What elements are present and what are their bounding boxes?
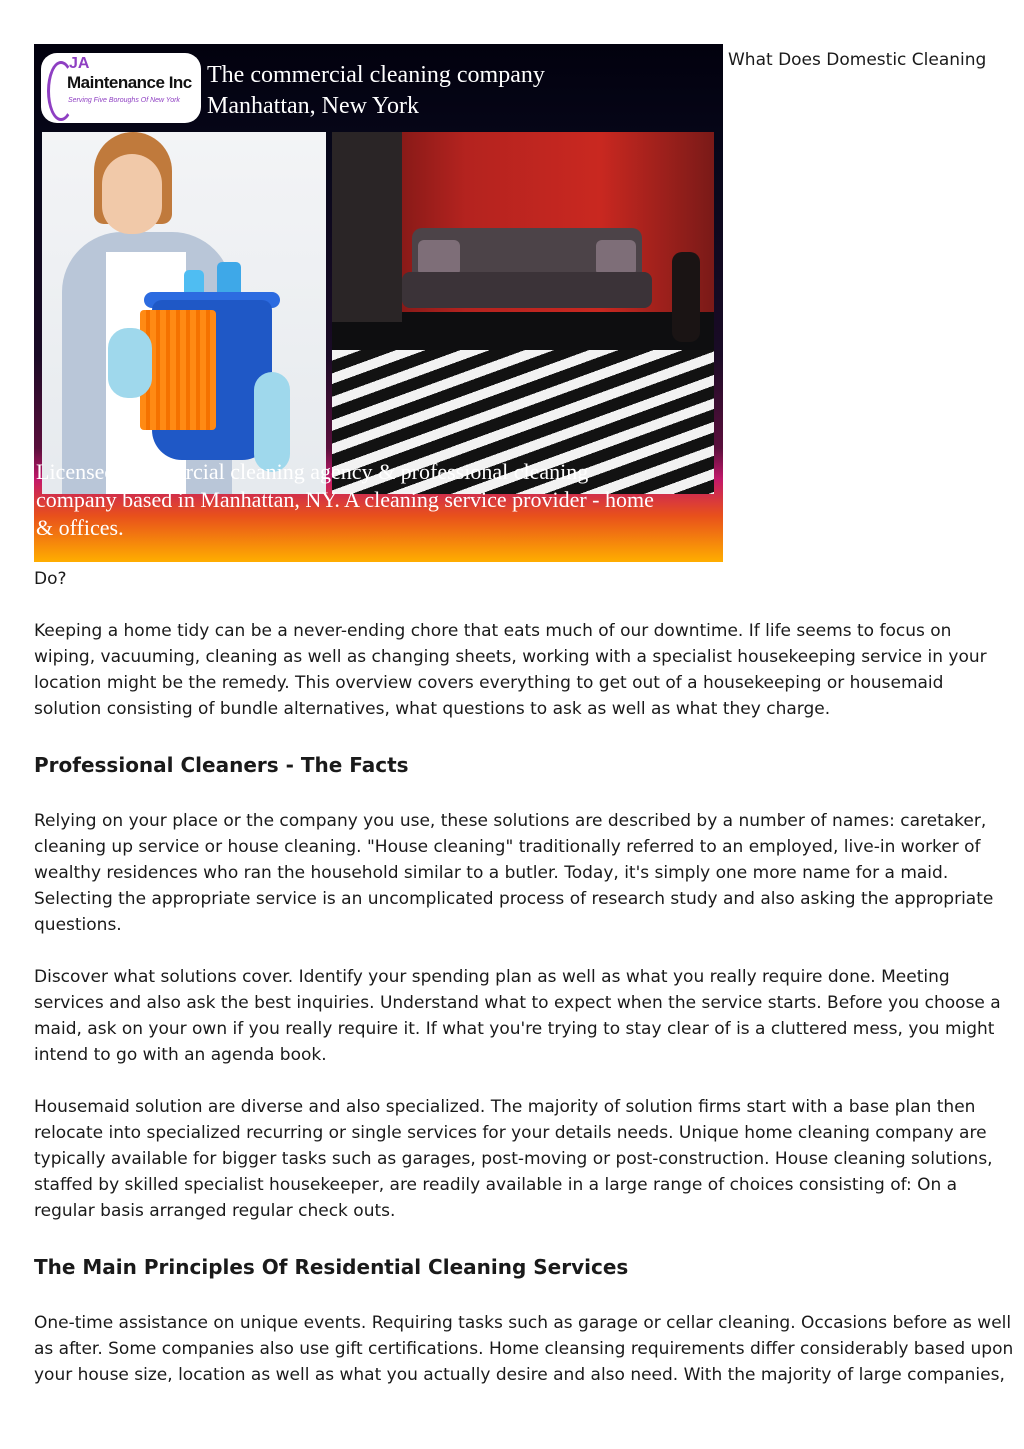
text-line: Discover what solutions cover. Identify your spending plan as well as what you really require done. Meeting: [34, 967, 950, 987]
hero-banner-image: [34, 44, 723, 562]
banner-caption-line: company based in Manhattan, NY. A cleaning service provider - home: [36, 487, 654, 512]
banner-caption-line: & offices.: [36, 515, 124, 540]
banner-title-line: The commercial cleaning company: [207, 62, 545, 88]
text-line: One-time assistance on unique events. Requiring tasks such as garage or cellar cleaning. Occasions before as well: [34, 1313, 1012, 1333]
text-line: typically available for bigger tasks such as garages, post-moving or post-construction. House cleaning solutions,: [34, 1149, 993, 1169]
text-line: as after. Some companies also use gift certifications. Home cleansing requirements differ considerably based upon: [34, 1339, 1014, 1359]
paragraph: [34, 1094, 994, 1224]
company-logo: [41, 53, 201, 123]
paragraph: [34, 618, 994, 722]
text-line: wealthy residences who ran the household similar to a butler. Today, it's simply one more name for a maid.: [34, 863, 949, 883]
text-line: maid, ask on your own if you really require it. If what you're trying to stay clear of is a cluttered mess, you might: [34, 1019, 995, 1039]
text-line: services and also ask the best inquiries. Understand what to expect when the service starts. Before you choose a: [34, 993, 1001, 1013]
section-heading: The Main Principles Of Residential Cleaning Services: [34, 1255, 629, 1279]
text-line: Relying on your place or the company you use, these solutions are described by a number of names: caretaker,: [34, 811, 987, 831]
logo-name: Maintenance Inc: [67, 73, 192, 92]
article-title-part2: Do?: [34, 569, 67, 589]
paragraph: [34, 808, 994, 938]
banner-title: [207, 60, 545, 122]
text-line: intend to go with an agenda book.: [34, 1045, 327, 1065]
text-line: relocate into specialized recurring or single services for your details needs. Unique home cleaning company are: [34, 1123, 987, 1143]
article-body: [34, 562, 1014, 1388]
banner-caption: [36, 458, 723, 542]
logo-tagline: Serving Five Boroughs Of New York: [68, 97, 180, 104]
text-line: cleaning up service or house cleaning. "House cleaning" traditionally referred to an employed, live-in worker of: [34, 837, 981, 857]
text-line: Keeping a home tidy can be a never-ending chore that eats much of our downtime. If life seems to focus on: [34, 621, 952, 641]
text-line: Housemaid solution are diverse and also specialized. The majority of solution firms start with a base plan then: [34, 1097, 976, 1117]
text-line: Selecting the appropriate service is an uncomplicated process of research study and also asking the appropriate: [34, 889, 994, 909]
text-line: regular basis arranged regular check outs.: [34, 1201, 396, 1221]
paragraph: [34, 1310, 1014, 1388]
logo-initials: JA: [69, 55, 90, 72]
banner-caption-line: Licensed commercial cleaning agency & professional cleaning: [36, 459, 589, 484]
text-line: location might be the remedy. This overview covers everything to get out of a housekeeping or housemaid: [34, 673, 944, 693]
living-room-photo: [332, 132, 714, 494]
text-line: wiping, vacuuming, cleaning as well as changing sheets, working with a specialist housekeeping service in your: [34, 647, 987, 667]
text-line: solution consisting of bundle alternatives, what questions to ask as well as what they charge.: [34, 699, 831, 719]
article-title-part1: What Does Domestic Cleaning: [728, 50, 987, 70]
maid-photo: [42, 132, 326, 494]
text-line: questions.: [34, 915, 122, 935]
section-heading: Professional Cleaners - The Facts: [34, 753, 409, 777]
text-line: your house size, location as well as what you actually desire and also need. With the majority of large companies,: [34, 1365, 1005, 1385]
banner-title-line: Manhattan, New York: [207, 93, 419, 119]
paragraph: [34, 964, 1001, 1068]
text-line: staffed by skilled specialist housekeeper, are readily available in a large range of choices consisting of: On a: [34, 1175, 958, 1195]
